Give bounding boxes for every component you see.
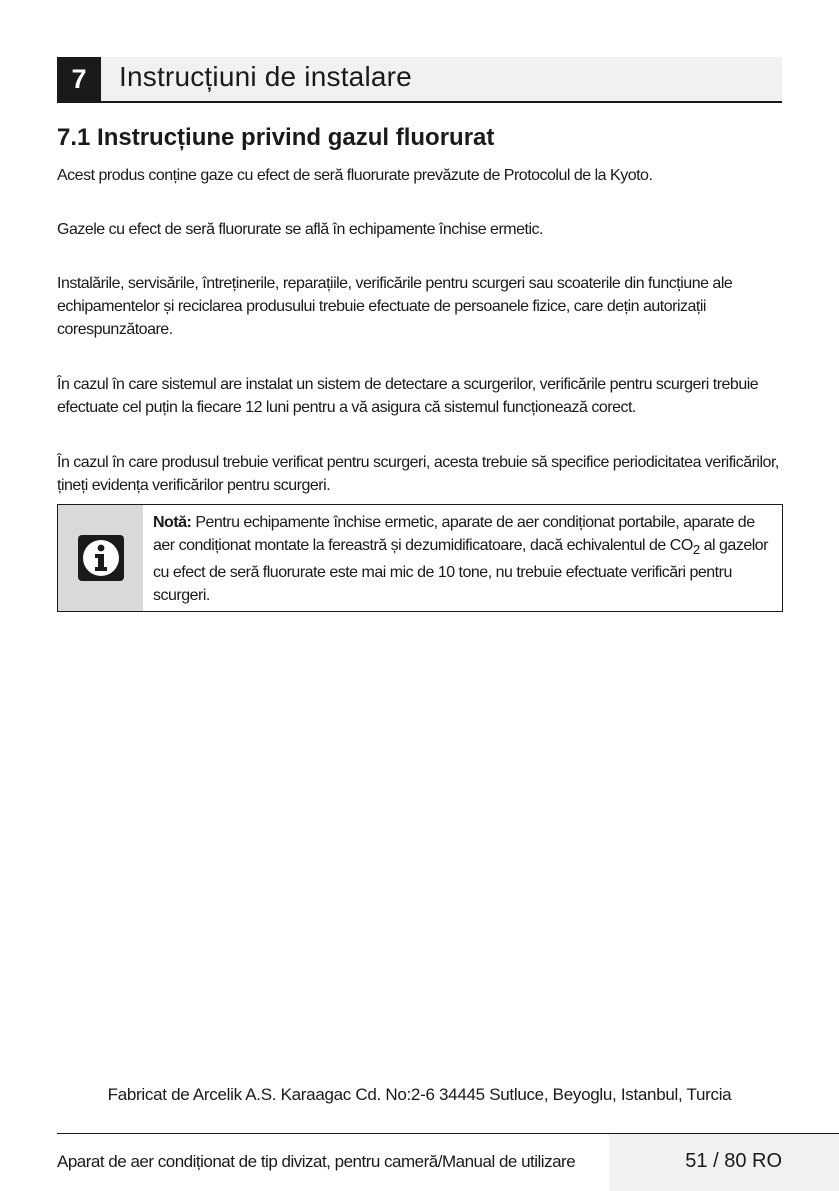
paragraph-leak-records: În cazul în care produsul trebuie verificat pentru scurgeri, acesta trebuie să specifice periodicitatea verificărilor, țineți evidența verificărilor pentru scurgeri. — [57, 454, 779, 494]
page-number: 51 / 80 RO — [685, 1150, 782, 1172]
manual-title: Aparat de aer condiționat de tip divizat, pentru cameră/Manual de utilizare — [57, 1152, 576, 1171]
chapter-number: 7 — [57, 57, 101, 101]
manufacturer-address: Fabricat de Arcelik A.S. Karaagac Cd. No:2-6 34445 Sutluce, Beyoglu, Istanbul, Turcia — [107, 1085, 732, 1104]
paragraph-kyoto: Acest produs conține gaze cu efect de seră fluorurate prevăzute de Protocolul de la Kyoto. — [57, 167, 653, 184]
paragraph-authorized-persons: Instalările, servisările, întreținerile, reparațiile, verificările pentru scurgeri sau scoaterile din funcțiune ale echipamentelor și reciclarea produsului trebuie efectuate de persoanele fizice, care dețin autorizații corespunzătoare. — [57, 275, 733, 338]
note-text-before: Pentru echipamente închise ermetic, aparate de aer condiționat portabile, aparate de aer condiționat montate la fereastră și dezumidificatoare, dacă echivalentul de CO — [153, 514, 755, 554]
co2-subscript: 2 — [692, 542, 700, 558]
note-label: Notă: — [153, 514, 192, 531]
section-title: 7.1 Instrucțiune privind gazul fluorurat — [57, 124, 495, 151]
note-box — [57, 504, 783, 612]
paragraph-leak-detection: În cazul în care sistemul are instalat un sistem de detectare a scurgerilor, verificările pentru scurgeri trebuie efectuate cel puțin la fiecare 12 luni pentru a vă asigura că sistemul funcționează corect. — [57, 376, 759, 416]
note-icon-panel — [58, 505, 143, 611]
chapter-header — [57, 57, 782, 103]
info-icon — [77, 534, 125, 582]
paragraph-sealed-equipment: Gazele cu efect de seră fluorurate se află în echipamente închise ermetic. — [57, 221, 543, 238]
note-text-after: al gazelor cu efect de seră fluorurate este mai mic de 10 tone, nu trebuie efectuate verificări pentru scurgeri. — [153, 537, 769, 605]
note-text — [153, 511, 775, 607]
chapter-title: Instrucțiuni de instalare — [119, 61, 412, 92]
